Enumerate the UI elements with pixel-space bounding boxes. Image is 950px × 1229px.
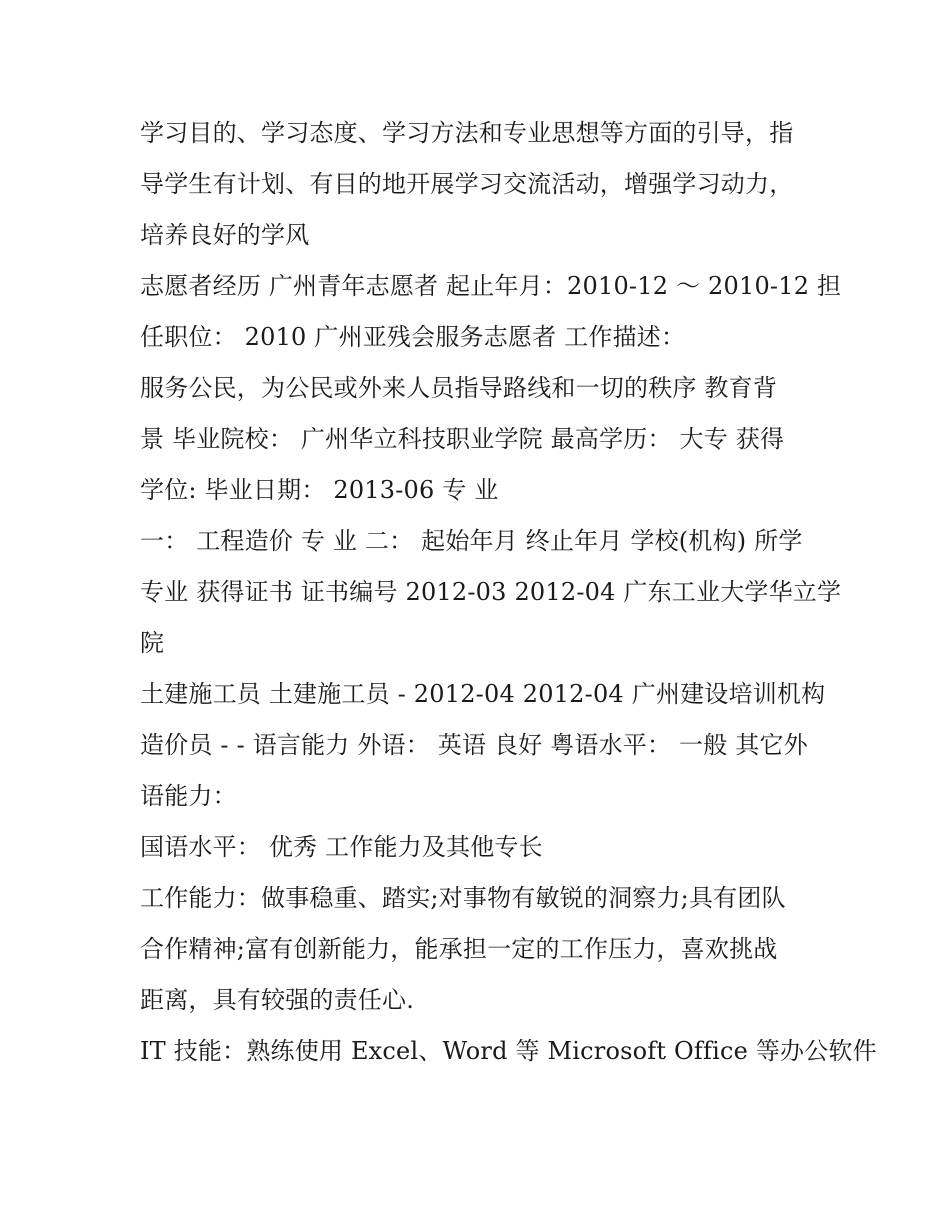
text-line: 任职位： 2010 广州亚残会服务志愿者 工作描述：: [140, 323, 686, 351]
paragraph-study-guidance: [140, 108, 820, 261]
text-line: 专业 获得证书 证书编号 2012-03 2012-04 广东工业大学华立学: [140, 578, 842, 606]
text-line: 工作能力：做事稳重、踏实;对事物有敏锐的洞察力;具有团队: [140, 884, 786, 912]
text-line: 导学生有计划、有目的地开展学习交流活动，增强学习动力，: [140, 170, 794, 198]
text-line: 院: [140, 629, 165, 657]
text-line: 土建施工员 土建施工员 - 2012-04 2012-04 广州建设培训机构: [140, 680, 826, 708]
text-line: 合作精神;富有创新能力，能承担一定的工作压力，喜欢挑战: [140, 935, 778, 963]
text-line: 一： 工程造价 专 业 二： 起始年月 终止年月 学校(机构) 所学: [140, 527, 803, 555]
document-body: [140, 108, 877, 1077]
paragraph-education-background: [140, 363, 820, 516]
text-line: 志愿者经历 广州青年志愿者 起止年月：2010-12 ～ 2010-12 担: [140, 272, 842, 300]
text-line: 景 毕业院校： 广州华立科技职业学院 最高学历： 大专 获得: [140, 425, 785, 453]
text-line: 距离，具有较强的责任心.: [140, 986, 415, 1014]
text-line: 造价员 - - 语言能力 外语： 英语 良好 粤语水平： 一般 其它外: [140, 731, 808, 759]
paragraph-certificates-and-language: [140, 669, 826, 822]
paragraph-major-and-training: [140, 516, 842, 669]
text-line: 服务公民，为公民或外来人员指导路线和一切的秩序 教育背: [140, 374, 778, 402]
paragraph-volunteer-experience: [140, 261, 842, 363]
text-line: 培养良好的学风: [140, 221, 310, 249]
text-line: 国语水平： 优秀 工作能力及其他专长: [140, 833, 543, 861]
text-line: IT 技能：熟练使用 Excel、Word 等 Microsoft Office 等办公软件: [140, 1037, 877, 1065]
text-line: 语能力：: [140, 782, 237, 810]
paragraph-work-ability: [140, 873, 820, 1026]
text-line: 学位: 毕业日期： 2013-06 专 业: [140, 476, 499, 504]
paragraph-it-skills: [140, 1026, 877, 1077]
paragraph-mandarin-level: [140, 822, 820, 873]
text-line: 学习目的、学习态度、学习方法和专业思想等方面的引导，指: [140, 119, 794, 147]
